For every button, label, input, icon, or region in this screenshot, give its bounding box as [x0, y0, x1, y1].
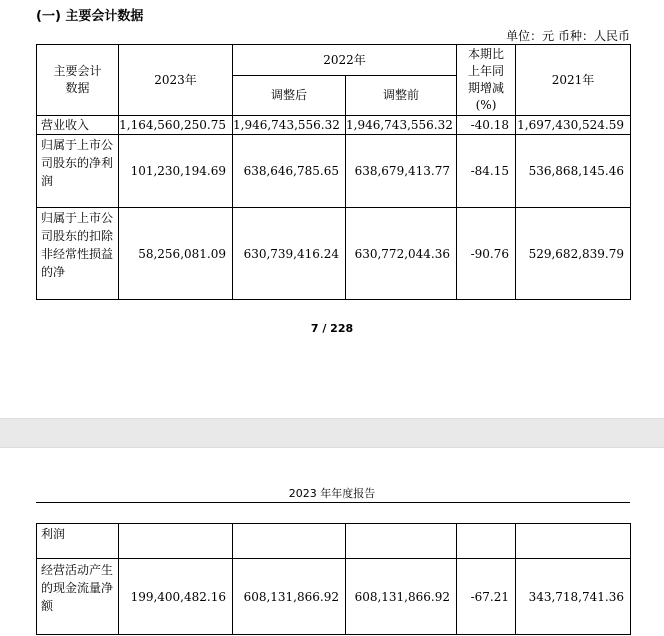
- cell-change: -67.21: [457, 559, 516, 635]
- cell-2023: [119, 524, 233, 559]
- row-label: 经营活动产生的现金流量净额: [37, 559, 119, 635]
- cell-2021: [516, 524, 631, 559]
- section-title: (一) 主要会计数据: [36, 9, 144, 24]
- cell-adjusted-after: 1,946,743,556.32: [233, 116, 346, 135]
- row-label: 利润: [37, 524, 119, 559]
- header-adjusted-after: 调整后: [233, 76, 346, 116]
- cell-2023: 199,400,482.16: [119, 559, 233, 635]
- header-2023: 2023年: [119, 45, 233, 116]
- document-page-8: [0, 448, 664, 636]
- header-rule: [36, 502, 630, 503]
- unit-currency-note: 单位：元 币种：人民币: [506, 29, 630, 43]
- cell-adjusted-after: 638,646,785.65: [233, 135, 346, 208]
- cell-2021: 536,868,145.46: [516, 135, 631, 208]
- cell-2023: 101,230,194.69: [119, 135, 233, 208]
- table-row: [37, 208, 631, 300]
- key-accounting-data-table-continued: [36, 523, 631, 635]
- page-number: 7 / 228: [310, 322, 354, 335]
- page-gap: [0, 418, 664, 448]
- table-row: [37, 559, 631, 635]
- cell-2023: 1,164,560,250.75: [119, 116, 233, 135]
- table-row: [37, 135, 631, 208]
- cell-2021: 343,718,741.36: [516, 559, 631, 635]
- row-label: 归属于上市公司股东的净利润: [37, 135, 119, 208]
- table-row: [37, 524, 631, 559]
- header-item: 主要会计数据: [37, 45, 119, 116]
- cell-change: -84.15: [457, 135, 516, 208]
- header-change: 本期比上年同期增减(%): [457, 45, 516, 116]
- cell-adjusted-before: 608,131,866.92: [346, 559, 457, 635]
- cell-adjusted-before: 630,772,044.36: [346, 208, 457, 300]
- cell-adjusted-before: [346, 524, 457, 559]
- cell-2021: 529,682,839.79: [516, 208, 631, 300]
- cell-change: -90.76: [457, 208, 516, 300]
- row-label: 归属于上市公司股东的扣除非经常性损益的净: [37, 208, 119, 300]
- cell-change: [457, 524, 516, 559]
- cell-change: -40.18: [457, 116, 516, 135]
- table-row: [37, 116, 631, 135]
- cell-2023: 58,256,081.09: [119, 208, 233, 300]
- cell-adjusted-after: 608,131,866.92: [233, 559, 346, 635]
- cell-2021: 1,697,430,524.59: [516, 116, 631, 135]
- cell-adjusted-before: 1,946,743,556.32: [346, 116, 457, 135]
- header-2022: 2022年: [233, 45, 457, 76]
- cell-adjusted-after: 630,739,416.24: [233, 208, 346, 300]
- row-label: 营业收入: [37, 116, 119, 135]
- cell-adjusted-before: 638,679,413.77: [346, 135, 457, 208]
- header-adjusted-before: 调整前: [346, 76, 457, 116]
- key-accounting-data-table: [36, 44, 631, 300]
- cell-adjusted-after: [233, 524, 346, 559]
- header-2021: 2021年: [516, 45, 631, 116]
- report-header-title: 2023 年年度报告: [288, 487, 376, 500]
